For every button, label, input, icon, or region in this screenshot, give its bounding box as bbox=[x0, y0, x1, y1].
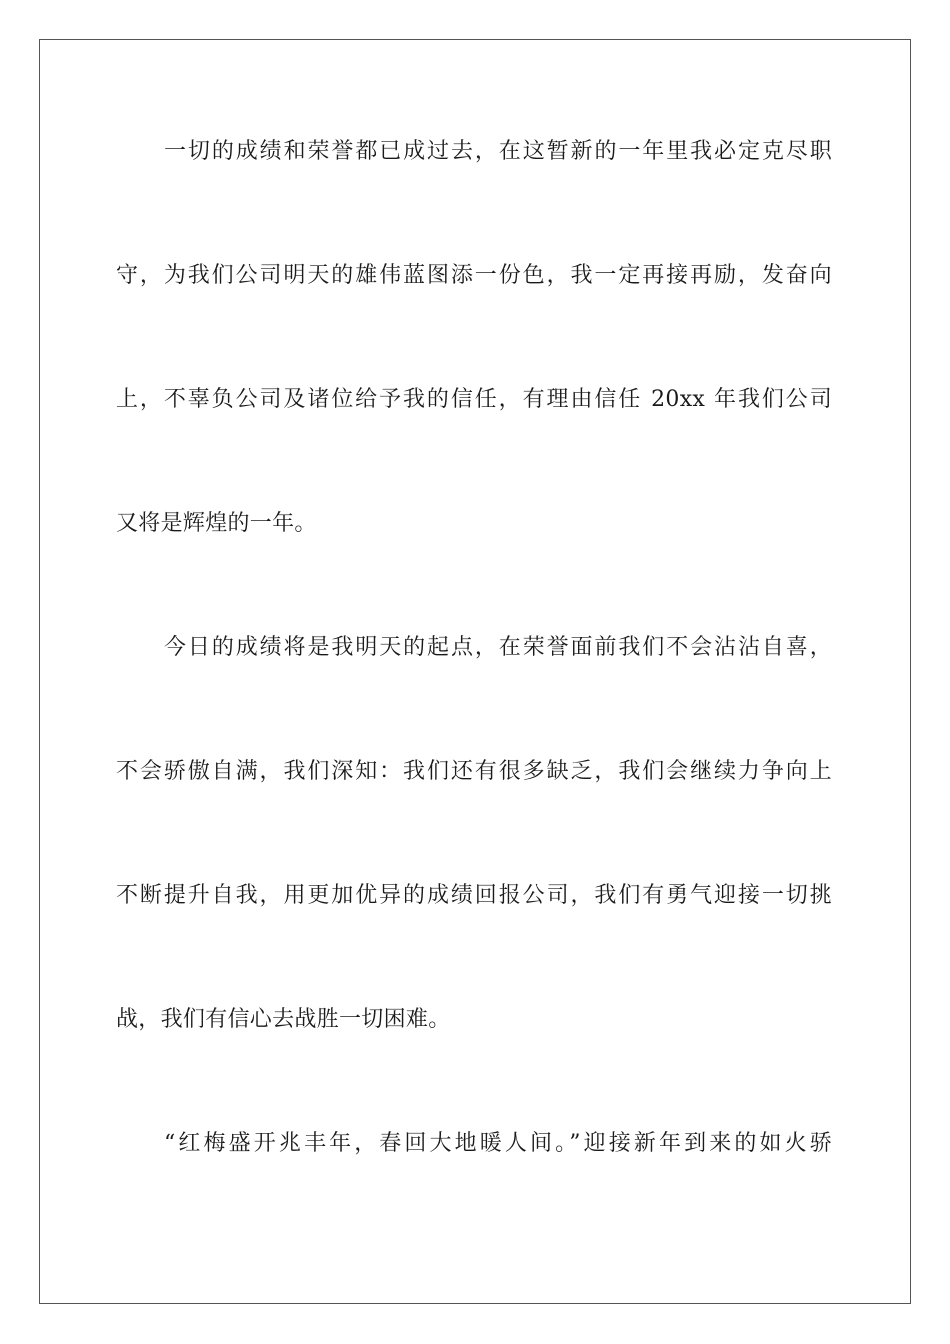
paragraph-2-line-2: 不会骄傲自满，我们深知：我们还有很多缺乏，我们会继续力争向上 bbox=[116, 759, 832, 784]
paragraph-1-line-4: 又将是辉煌的一年。 bbox=[116, 511, 317, 536]
paragraph-1-line-3: 上，不辜负公司及诸位给予我的信任，有理由信任 20xx 年我们公司 bbox=[116, 387, 832, 412]
paragraph-2-line-1: 今日的成绩将是我明天的起点，在荣誉面前我们不会沾沾自喜， bbox=[164, 635, 832, 660]
paragraph-1-line-2: 守，为我们公司明天的雄伟蓝图添一份色，我一定再接再励，发奋向 bbox=[116, 263, 832, 288]
page-border bbox=[39, 39, 911, 1304]
paragraph-2-line-3: 不断提升自我，用更加优异的成绩回报公司，我们有勇气迎接一切挑 bbox=[116, 883, 832, 908]
paragraph-2-line-4: 战，我们有信心去战胜一切困难。 bbox=[116, 1007, 451, 1032]
paragraph-1-line-1: 一切的成绩和荣誉都已成过去，在这暂新的一年里我必定克尽职 bbox=[164, 139, 832, 164]
paragraph-3-line-1: “红梅盛开兆丰年，春回大地暖人间。”迎接新年到来的如火骄 bbox=[164, 1131, 832, 1156]
